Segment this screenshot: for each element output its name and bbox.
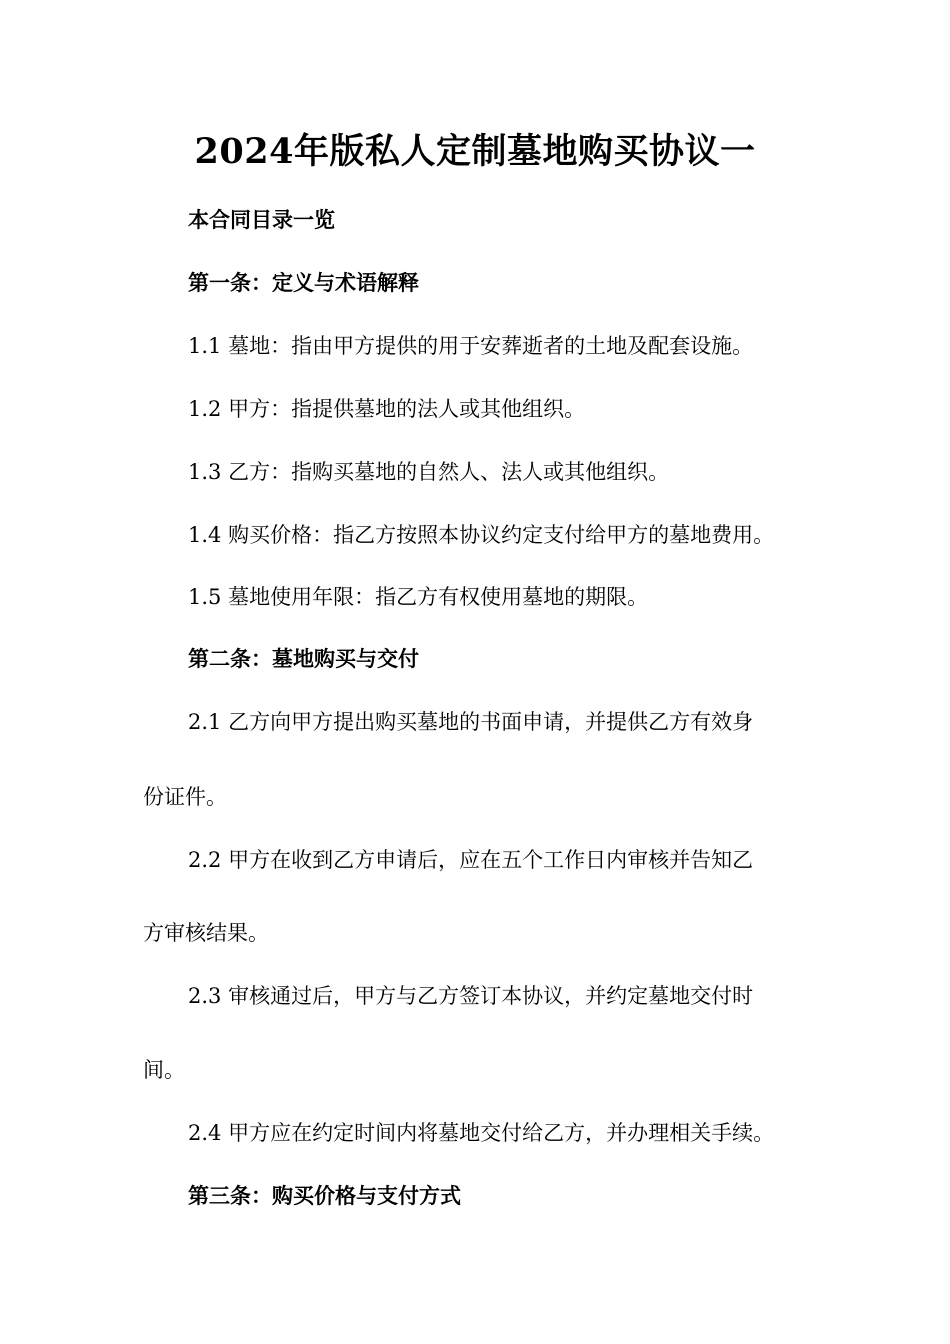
article-1-heading: 第一条：定义与术语解释 [188,270,419,295]
clause-1-5: 1.5 墓地使用年限：指乙方有权使用墓地的期限。 [188,585,649,609]
clause-2-1-line1: 2.1 乙方向甲方提出购买墓地的书面申请，并提供乙方有效身 [188,710,754,734]
clause-2-3-line1: 2.3 审核通过后，甲方与乙方签订本协议，并约定墓地交付时 [188,984,754,1008]
clause-1-2: 1.2 甲方：指提供墓地的法人或其他组织。 [188,397,586,421]
clause-1-1: 1.1 墓地：指由甲方提供的用于安葬逝者的土地及配套设施。 [188,334,754,358]
clause-2-1-line2: 份证件。 [143,785,227,809]
clause-2-2-line1: 2.2 甲方在收到乙方申请后，应在五个工作日内审核并告知乙 [188,848,754,872]
clause-1-4: 1.4 购买价格：指乙方按照本协议约定支付给甲方的墓地费用。 [188,523,775,547]
clause-2-3-line2: 间。 [143,1058,185,1082]
toc-heading: 本合同目录一览 [188,207,335,232]
document-title: 2024年版私人定制墓地购买协议一 [194,131,756,172]
article-3-heading: 第三条：购买价格与支付方式 [188,1183,461,1208]
clause-1-3: 1.3 乙方：指购买墓地的自然人、法人或其他组织。 [188,460,670,484]
article-2-heading: 第二条：墓地购买与交付 [188,646,419,671]
clause-2-4: 2.4 甲方应在约定时间内将墓地交付给乙方，并办理相关手续。 [188,1121,775,1145]
clause-2-2-line2: 方审核结果。 [143,921,269,945]
